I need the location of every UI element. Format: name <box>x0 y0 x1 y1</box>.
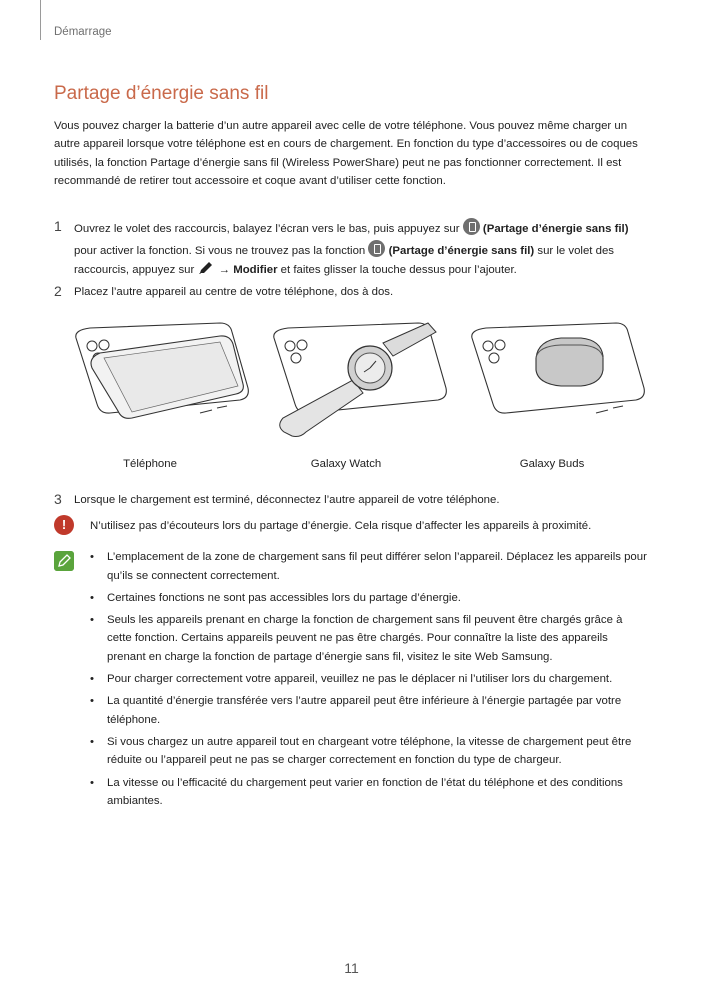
list-item: • Seuls les appareils prenant en charge la fonction de chargement sans fil peuvent être chargés grâce à cette fonction. Certains appareils peuvent ne pas être chargés. Pour connaître la liste des appareils prenant en charge la fonction de partage d’énergie sans fil, visitez le site Web Samsung. <box>88 611 648 667</box>
running-header: Démarrage <box>54 26 112 38</box>
arrow-icon: → <box>218 264 231 276</box>
note-icon <box>54 551 74 571</box>
step-1-text-a: Ouvrez le volet des raccourcis, balayez l’écran vers le bas, puis appuyez sur <box>74 223 460 235</box>
intro-paragraph: Vous pouvez charger la batterie d’un autre appareil avec celle de votre téléphone. Vous pouvez même charger un autre appareil lorsque votre téléphone est en cours de chargement. En fonction du type d’accessoires ou de coques utilisés, la fonction Partage d’énergie sans fil (Wireless PowerShare) peut ne pas fonctionner correctement. Il est recommandé de retirer tout accessoire et coque avant d’utiliser cette fonction. <box>54 120 638 188</box>
list-item: • Si vous chargez un autre appareil tout en chargeant votre téléphone, la vitesse de chargement peut être réduite ou l’appareil peut ne pas se charger correctement en fonction du type de chargeur. <box>88 733 648 770</box>
list-item: • La vitesse ou l’efficacité du chargement peut varier en fonction de l’état du téléphone et des conditions ambiantes. <box>88 774 648 811</box>
page-title: Partage d’énergie sans fil <box>54 83 269 104</box>
step-number: 3 <box>54 491 62 507</box>
caption-phone: Téléphone <box>123 458 177 470</box>
page-number: 11 <box>344 960 359 976</box>
modify-label: Modifier <box>233 264 278 276</box>
step-1-text-c: sur le volet des raccourcis, appuyez sur <box>74 244 614 276</box>
step-1-text-d: et faites glisser la touche dessus pour l’ajouter. <box>280 264 517 276</box>
list-item: • L’emplacement de la zone de chargement sans fil peut différer selon l’appareil. Déplacez les appareils pour qu’ils se connectent correctement. <box>88 548 648 585</box>
pencil-icon <box>197 261 215 275</box>
step-text: Placez l’autre appareil au centre de votre téléphone, dos à dos. <box>74 286 394 298</box>
list-item: • Pour charger correctement votre appareil, veuillez ne pas le déplacer ni l’utiliser lors du chargement. <box>88 670 648 689</box>
step-1-text-b: pour activer la fonction. Si vous ne trouvez pas la fonction <box>74 244 366 257</box>
notes-list <box>88 548 648 814</box>
warning-icon: ! <box>54 515 74 535</box>
feature-name: (Partage d’énergie sans fil) <box>388 244 535 257</box>
wireless-powershare-icon <box>368 240 385 257</box>
feature-name: (Partage d’énergie sans fil) <box>482 223 629 235</box>
margin-rule <box>40 0 41 40</box>
step-text: Lorsque le chargement est terminé, déconnectez l’autre appareil de votre téléphone. <box>74 494 500 506</box>
step-number: 2 <box>54 283 62 299</box>
phone-on-phone-illustration <box>70 318 250 428</box>
step-text <box>74 218 654 281</box>
watch-on-phone-illustration <box>268 318 448 448</box>
list-item: • La quantité d’énergie transférée vers l’autre appareil peut être inférieure à l’énergie partagée par votre téléphone. <box>88 692 648 729</box>
wireless-powershare-icon <box>463 218 480 235</box>
caption-buds: Galaxy Buds <box>519 458 585 470</box>
caption-watch: Galaxy Watch <box>310 458 382 470</box>
warning-text: N’utilisez pas d’écouteurs lors du partage d’énergie. Cela risque d’affecter les appareils à proximité. <box>90 520 592 532</box>
list-item: • Certaines fonctions ne sont pas accessibles lors du partage d’énergie. <box>88 589 648 608</box>
step-number: 1 <box>54 218 62 234</box>
buds-on-phone-illustration <box>466 318 646 428</box>
